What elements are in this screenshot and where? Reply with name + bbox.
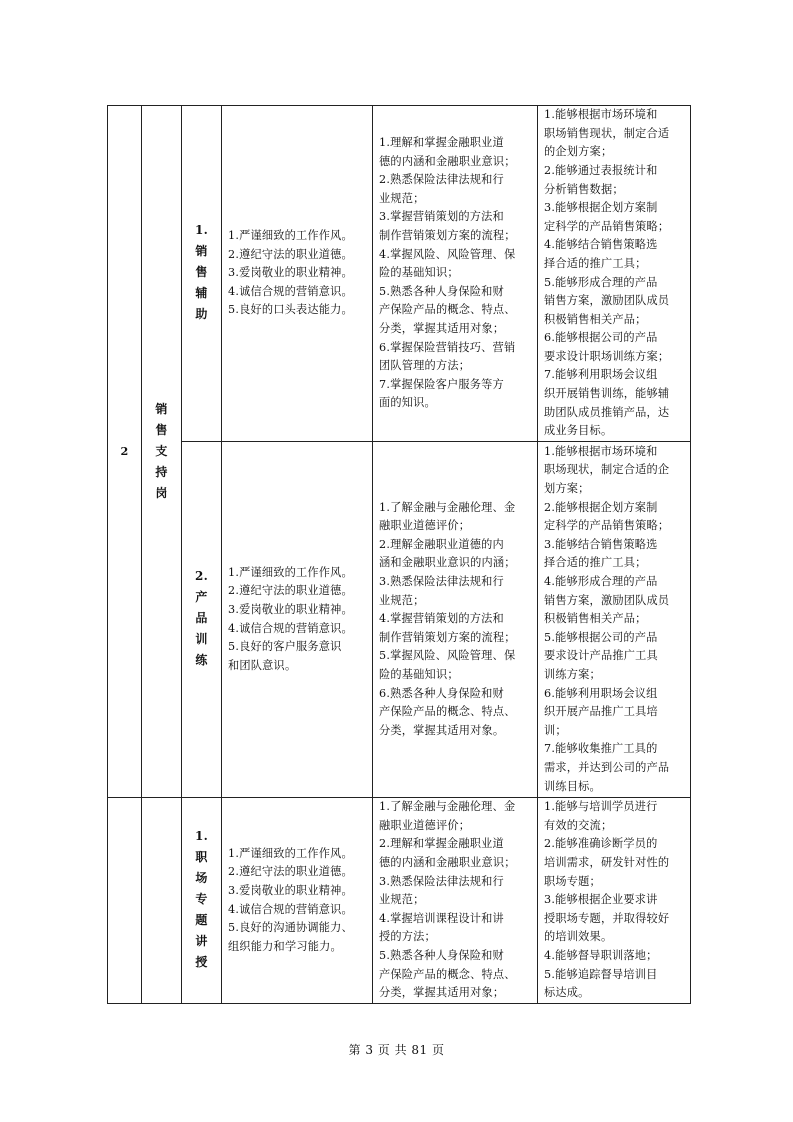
abilities-cell	[538, 106, 691, 442]
quality-line: 3.爱岗敬业的职业精神。	[228, 602, 353, 616]
knowledge-list	[373, 798, 537, 1003]
knowledge-list	[373, 499, 537, 741]
knowledge-line: 1.了解金融与金融伦理、金	[379, 800, 516, 814]
knowledge-line: 团队管理的方法；	[379, 359, 471, 373]
knowledge-line: 业规范；	[379, 893, 425, 907]
ability-line: 销售方案，激励团队成员	[544, 593, 670, 607]
ability-line: 1.能够与培训学员进行	[544, 800, 658, 814]
quality-line: 3.爱岗敬业的职业精神。	[228, 883, 353, 897]
ability-line: 成业务目标。	[544, 424, 613, 438]
ability-line: 7.能够利用职场会议组	[544, 368, 658, 382]
knowledge-line: 7.掌握保险客户服务等方	[379, 377, 504, 391]
ability-line: 择合适的推广工具；	[544, 256, 647, 270]
post-name-cell	[142, 798, 182, 1004]
ability-line: 培训需求，研发针对性的	[544, 856, 670, 870]
knowledge-line: 融职业道德评价；	[379, 818, 471, 832]
quality-line: 2.遵纪守法的职业道德。	[228, 865, 353, 879]
quality-line: 1.严谨细致的工作作风。	[228, 565, 353, 579]
post-name: 销售支持岗	[155, 402, 168, 500]
knowledge-line: 德的内涵和金融职业意识；	[379, 856, 516, 870]
knowledge-line: 分类，掌握其适用对象；	[379, 321, 505, 335]
qualities-cell	[222, 106, 373, 442]
task-cell	[182, 106, 222, 442]
ability-line: 4.能够形成合理的产品	[544, 575, 658, 589]
quality-line: 1.严谨细致的工作作风。	[228, 846, 353, 860]
knowledge-line: 产保险产品的概念、特点、	[379, 705, 516, 719]
ability-line: 要求设计职场训练方案；	[544, 349, 670, 363]
ability-line: 训练目标。	[544, 779, 601, 793]
page-footer: 第 3 页 共 81 页	[348, 1043, 445, 1057]
task-number: 1.	[195, 829, 208, 843]
abilities-list	[538, 106, 690, 441]
row-number-cell	[108, 798, 142, 1004]
knowledge-line: 融职业道德评价；	[379, 519, 471, 533]
knowledge-list	[373, 134, 537, 413]
knowledge-line: 3.掌握营销策划的方法和	[379, 210, 504, 224]
ability-line: 织开展销售训练，能够辅	[544, 387, 670, 401]
quality-line: 5.良好的沟通协调能力、	[228, 921, 353, 935]
knowledge-line: 6.掌握保险营销技巧、营销	[379, 340, 516, 354]
ability-line: 定科学的产品销售策略；	[544, 519, 670, 533]
knowledge-line: 4.掌握培训课程设计和讲	[379, 911, 504, 925]
ability-line: 6.能够根据公司的产品	[544, 331, 658, 345]
knowledge-line: 授的方法；	[379, 930, 436, 944]
knowledge-line: 分类，掌握其适用对象。	[379, 723, 505, 737]
ability-line: 7.能够收集推广工具的	[544, 742, 658, 756]
ability-line: 积极销售相关产品；	[544, 612, 647, 626]
ability-line: 训；	[544, 723, 567, 737]
quality-line: 2.遵纪守法的职业道德。	[228, 247, 353, 261]
knowledge-line: 1.了解金融与金融伦理、金	[379, 500, 516, 514]
knowledge-line: 2.熟悉保险法律法规和行	[379, 173, 504, 187]
quality-line: 组织能力和学习能力。	[228, 939, 342, 953]
ability-line: 2.能够根据企划方案制	[544, 500, 658, 514]
ability-line: 的培训效果。	[544, 930, 613, 944]
ability-line: 3.能够根据企划方案制	[544, 201, 658, 215]
curriculum-table	[107, 105, 691, 1004]
ability-line: 2.能够通过表报统计和	[544, 163, 658, 177]
qualities-cell	[222, 798, 373, 1004]
ability-line: 择合适的推广工具；	[544, 556, 647, 570]
quality-line: 4.诚信合规的营销意识。	[228, 902, 353, 916]
ability-line: 销售方案，激励团队成员	[544, 294, 670, 308]
knowledge-line: 业规范；	[379, 191, 425, 205]
knowledge-cell	[373, 106, 538, 442]
knowledge-line: 3.熟悉保险法律法规和行	[379, 575, 504, 589]
knowledge-line: 面的知识。	[379, 396, 436, 410]
task-title: 职场专题讲授	[195, 850, 208, 969]
knowledge-line: 6.熟悉各种人身保险和财	[379, 686, 504, 700]
ability-line: 4.能够结合销售策略选	[544, 238, 658, 252]
quality-line: 5.良好的客户服务意识	[228, 640, 342, 654]
task-title: 销售辅助	[195, 244, 208, 321]
quality-line: 4.诚信合规的营销意识。	[228, 284, 353, 298]
quality-line: 1.严谨细致的工作作风。	[228, 229, 353, 243]
knowledge-line: 4.掌握风险、风险管理、保	[379, 247, 516, 261]
table-row	[108, 798, 691, 1004]
knowledge-line: 5.熟悉各种人身保险和财	[379, 284, 504, 298]
ability-line: 3.能够根据企业要求讲	[544, 893, 658, 907]
task-number: 2.	[195, 569, 208, 583]
qualities-cell	[222, 442, 373, 798]
ability-line: 5.能够形成合理的产品	[544, 275, 658, 289]
knowledge-line: 2.理解金融职业道德的内	[379, 537, 504, 551]
table-row	[108, 106, 691, 442]
knowledge-line: 制作营销策划方案的流程；	[379, 229, 516, 243]
row-number-cell	[108, 106, 142, 798]
ability-line: 3.能够结合销售策略选	[544, 537, 658, 551]
knowledge-line: 险的基础知识；	[379, 667, 459, 681]
qualities-list	[222, 845, 372, 957]
ability-line: 职场专题；	[544, 874, 601, 888]
qualities-list	[222, 227, 372, 320]
ability-line: 6.能够利用职场会议组	[544, 686, 658, 700]
knowledge-line: 涵和金融职业意识的内涵；	[379, 556, 516, 570]
qualities-list	[222, 564, 372, 676]
post-name-cell	[142, 106, 182, 798]
ability-line: 助团队成员推销产品，达	[544, 405, 670, 419]
abilities-list	[538, 443, 690, 796]
ability-line: 织开展产品推广工具培	[544, 705, 658, 719]
ability-line: 5.能够追踪督导培训目	[544, 967, 658, 981]
ability-line: 授职场专题，并取得较好	[544, 911, 670, 925]
knowledge-line: 产保险产品的概念、特点、	[379, 303, 516, 317]
ability-line: 5.能够根据公司的产品	[544, 630, 658, 644]
task-title: 产品训练	[195, 590, 208, 667]
ability-line: 积极销售相关产品；	[544, 312, 647, 326]
knowledge-cell	[373, 442, 538, 798]
abilities-list	[538, 798, 690, 1003]
ability-line: 划方案；	[544, 482, 590, 496]
quality-line: 和团队意识。	[228, 658, 297, 672]
ability-line: 的企划方案；	[544, 145, 613, 159]
quality-line: 3.爱岗敬业的职业精神。	[228, 266, 353, 280]
ability-line: 要求设计产品推广工具	[544, 649, 658, 663]
knowledge-line: 5.掌握风险、风险管理、保	[379, 649, 516, 663]
knowledge-line: 产保险产品的概念、特点、	[379, 967, 516, 981]
knowledge-line: 3.熟悉保险法律法规和行	[379, 874, 504, 888]
ability-line: 分析销售数据；	[544, 182, 624, 196]
row-number: 2	[120, 444, 129, 459]
knowledge-line: 4.掌握营销策划的方法和	[379, 612, 504, 626]
quality-line: 5.良好的口头表达能力。	[228, 303, 353, 317]
ability-line: 4.能够督导职训落地；	[544, 948, 658, 962]
quality-line: 4.诚信合规的营销意识。	[228, 621, 353, 635]
task-number: 1.	[195, 223, 208, 237]
ability-line: 职场销售现状，制定合适	[544, 126, 670, 140]
ability-line: 职场现状，制定合适的企	[544, 463, 670, 477]
ability-line: 有效的交流；	[544, 818, 613, 832]
ability-line: 1.能够根据市场环境和	[544, 444, 658, 458]
table-row	[108, 442, 691, 798]
abilities-cell	[538, 442, 691, 798]
task-cell	[182, 442, 222, 798]
ability-line: 标达成。	[544, 986, 590, 1000]
knowledge-line: 分类，掌握其适用对象；	[379, 986, 505, 1000]
knowledge-cell	[373, 798, 538, 1004]
knowledge-line: 制作营销策划方案的流程；	[379, 630, 516, 644]
abilities-cell	[538, 798, 691, 1004]
knowledge-line: 2.理解和掌握金融职业道	[379, 837, 504, 851]
task-cell	[182, 798, 222, 1004]
knowledge-line: 业规范；	[379, 593, 425, 607]
knowledge-line: 1.理解和掌握金融职业道	[379, 136, 504, 150]
knowledge-line: 险的基础知识；	[379, 266, 459, 280]
ability-line: 需求，并达到公司的产品	[544, 760, 670, 774]
ability-line: 2.能够准确诊断学员的	[544, 837, 658, 851]
knowledge-line: 5.熟悉各种人身保险和财	[379, 948, 504, 962]
knowledge-line: 德的内涵和金融职业意识；	[379, 154, 516, 168]
quality-line: 2.遵纪守法的职业道德。	[228, 584, 353, 598]
ability-line: 定科学的产品销售策略；	[544, 219, 670, 233]
ability-line: 1.能够根据市场环境和	[544, 108, 658, 122]
ability-line: 训练方案；	[544, 667, 601, 681]
